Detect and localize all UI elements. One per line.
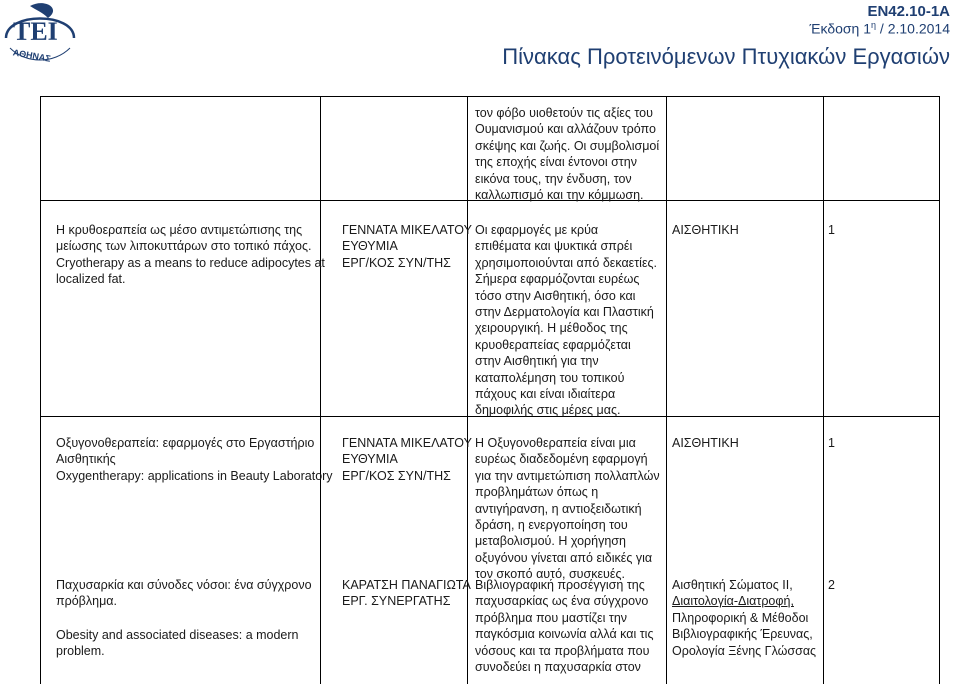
description-cell: Βιβλιογραφική προσέγγιση της παχυσαρκίας ως ένα σύγχρονο πρόβλημα που μαστίζει την παγκόσμια κοινωνία αλλά και τις νόσους και τα προβλήματα που συνοδεύει η παχυσαρκία στον	[475, 578, 654, 675]
document-code: ΕΝ42.10-1Α	[867, 3, 950, 20]
svg-text:ΑΘΗΝΑΣ: ΑΘΗΝΑΣ	[12, 47, 52, 64]
thesis-table	[40, 96, 940, 684]
student-count-cell: 2	[828, 578, 835, 592]
course-list-cell: Αισθητική Σώματος ΙΙ, Διαιτολογία-Διατροφή, Πληροφορική & Μέθοδοι Βιβλιογραφικής Έρευνας, Ορολογία Ξένης Γλώσσας	[672, 578, 817, 658]
student-count-cell: 1	[828, 436, 835, 450]
description-cell: Οι εφαρμογές με κρύα επιθέματα και ψυκτικά σπρέι χρησιμοποιούνται από δεκαετίες. Σήμερα εφαρμόζονται ευρέως τόσο στην Αισθητική, όσο και στην Δερματολογία και Πλαστική χειρουργική. Η μέθοδος της κρυοθεραπείας εφαρμόζεται στην Αισθητική για την καταπολέμηση του τοπικού πάχους και είναι ιδιαίτερα δημοφιλής στις μέρες μας.	[475, 223, 658, 418]
document-edition: Έκδοση $1^\eta / 2.10.2014$	[809, 20, 950, 37]
thesis-title-cell: Παχυσαρκία και σύνοδες νόσοι: ένα σύγχρονο πρόβλημα.	[56, 578, 312, 609]
column-divider	[666, 97, 667, 684]
description-cell: Η Οξυγονοθεραπεία είναι μια ευρέως διαδεδομένη εφαρμογή για την αντιμετώπιση πολλαπλών προβλημάτων όπως η αντιγήρανση, η αντιοξειδωτική δράση, η ενεργοποίηση του μεταβολισμού. Η χορήγηση οξυγόνου γίνεται από ειδικές για τον σκοπό αυτό, συσκευές.	[475, 436, 660, 582]
supervisor-cell: ΚΑΡΑΤΣΗ ΠΑΝΑΓΙΩΤΑ ΕΡΓ. ΣΥΝΕΡΓΑΤΗΣ	[342, 578, 471, 609]
supervisor-cell: ΓΕΝΝΑΤΑ ΜΙΚΕΛΑΤΟΥ ΕΥΘΥΜΙΑ ΕΡΓ/ΚΟΣ ΣΥΝ/ΤΗΣ	[342, 436, 472, 483]
category-cell: ΑΙΣΘΗΤΙΚΗ	[672, 436, 739, 450]
thesis-title-cell: Η κρυθοεραπεία ως μέσο αντιμετώπισης της μείωσης των λιποκυττάρων στο τοπικό πάχος. Cryotherapy as a means to reduce adipocytes at localized fat.	[56, 223, 325, 287]
student-count-cell: 1	[828, 223, 835, 237]
svg-text:ΤΕΙ: ΤΕΙ	[13, 17, 58, 46]
thesis-title-english: Obesity and associated diseases: a modern problem.	[56, 628, 299, 659]
tei-athens-logo	[0, 0, 80, 66]
document-title: Πίνακας Προτεινόμενων Πτυχιακών Εργασιών	[502, 44, 950, 69]
thesis-title-cell: Οξυγονοθεραπεία: εφαρμογές στο Εργαστήριο Αισθητικής Oxygentherapy: applications in Beauty Laboratory	[56, 436, 333, 483]
category-cell: ΑΙΣΘΗΤΙΚΗ	[672, 223, 739, 237]
description-cell: τον φόβο υιοθετούν τις αξίες του Ουμανισμού και αλλάζουν τρόπο σκέψης και ζωής. Οι συμβολισμοί της εποχής είναι έντονοι στην εικόνα τους, την ένδυση, τον καλλωπισμό και την κόμμωση.	[475, 106, 660, 203]
supervisor-cell: ΓΕΝΝΑΤΑ ΜΙΚΕΛΑΤΟΥ ΕΥΘΥΜΙΑ ΕΡΓ/ΚΟΣ ΣΥΝ/ΤΗΣ	[342, 223, 472, 270]
